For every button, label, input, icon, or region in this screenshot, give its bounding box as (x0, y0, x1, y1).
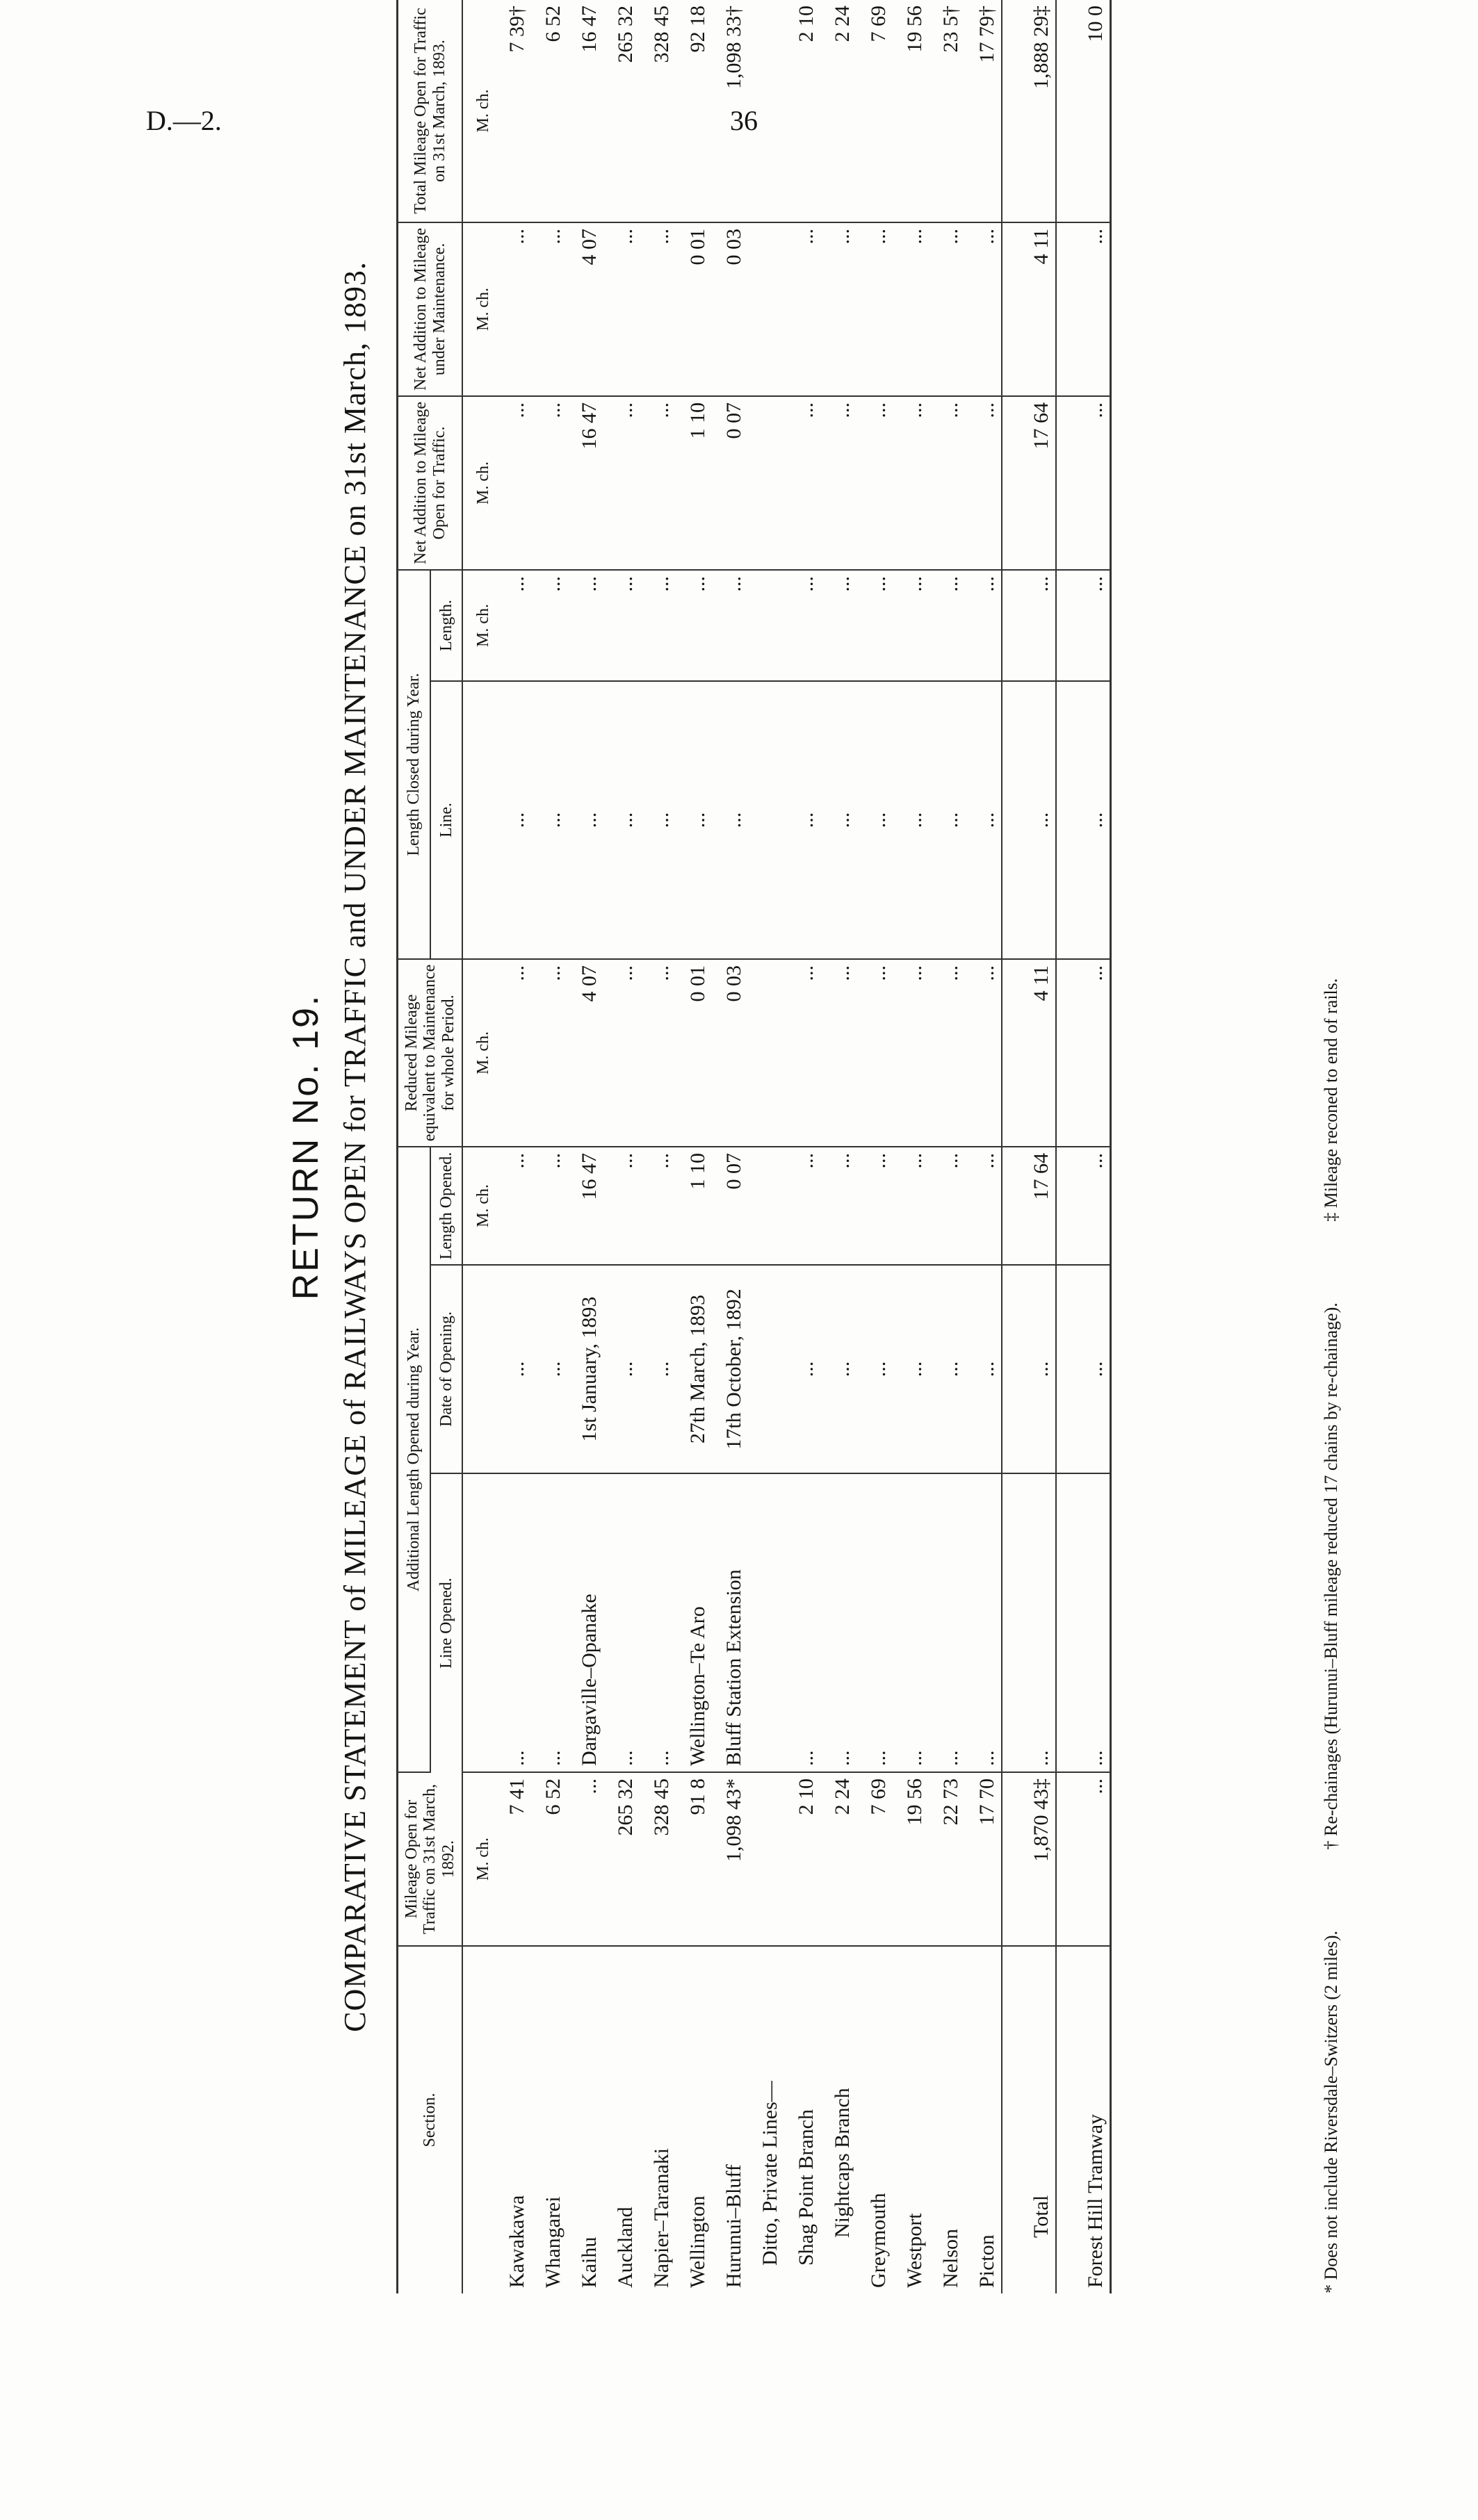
mileage-table-wrapper (396, 0, 1112, 2293)
cell-section: Kaihu (578, 2236, 601, 2288)
cell-cl-line: ... (929, 681, 965, 959)
cell-m1892: 7 41 (495, 1772, 531, 1946)
cell-section: Total (1002, 1946, 1056, 2293)
footnotes (1321, 0, 1342, 2293)
cell-line: ... (856, 1473, 893, 1772)
cell-net-t: ... (965, 396, 1002, 570)
cell-section: Whangarei (542, 2196, 565, 2288)
cell-len: ... (820, 1147, 856, 1265)
cell-total: 2 24 (820, 0, 856, 222)
cell-cl-line: ... (1002, 681, 1056, 959)
cell-section: Nelson (939, 2229, 963, 2288)
cell-m1892: ... (1056, 1772, 1111, 1946)
cell-date: 27th March, 1893 (676, 1265, 712, 1473)
table-row (893, 0, 929, 2293)
cell-date: ... (603, 1265, 640, 1473)
units-cell (462, 1946, 495, 2293)
cell-net-t: ... (531, 396, 567, 570)
cell-net-t: ... (1056, 396, 1111, 570)
cell-len: 0 07 (712, 1147, 748, 1265)
cell-total: 328 45 (640, 0, 676, 222)
cell-m1892: 22 73 (929, 1772, 965, 1946)
cell-len: 17 64 (1002, 1147, 1056, 1265)
cell-len: ... (1056, 1147, 1111, 1265)
cell-net-m: ... (820, 222, 856, 396)
cell-len: ... (495, 1147, 531, 1265)
units-cell: M. ch. (462, 570, 495, 681)
cell-total: 23 5† (929, 0, 965, 222)
cell-net-m: 4 11 (1002, 222, 1056, 396)
total-row (1002, 0, 1056, 2293)
cell-line: ... (1002, 1473, 1056, 1772)
cell-cl-line: ... (893, 681, 929, 959)
rotated-return-table-panel (278, 0, 1460, 2293)
cell-reduced: ... (929, 959, 965, 1147)
cell-cl-line: ... (495, 681, 531, 959)
cell-net-t: ... (603, 396, 640, 570)
cell-cl-line: ... (531, 681, 567, 959)
cell-net-m: 4 07 (567, 222, 603, 396)
cell-cl-len (748, 570, 784, 681)
cell-net-m: 0 03 (712, 222, 748, 396)
page-number: 36 (730, 105, 758, 136)
cell-reduced: 4 11 (1002, 959, 1056, 1147)
cell-net-t: 17 64 (1002, 396, 1056, 570)
cell-net-t: ... (929, 396, 965, 570)
cell-len: 16 47 (567, 1147, 603, 1265)
cell-net-m: ... (929, 222, 965, 396)
cell-reduced: ... (820, 959, 856, 1147)
cell-total: 7 69 (856, 0, 893, 222)
cell-date (748, 1265, 784, 1473)
units-row (462, 0, 495, 2293)
header-mileage-1892: Mileage Open for Traffic on 31st March, 1892. (398, 1772, 463, 1946)
cell-cl-line: ... (784, 681, 820, 959)
cell-date: ... (856, 1265, 893, 1473)
footnote: * Does not include Riversdale–Switzers (2 miles). (1321, 1930, 1341, 2293)
cell-date: ... (820, 1265, 856, 1473)
cell-cl-len: ... (1056, 570, 1111, 681)
footnote: † Re-chainages (Hurunui–Bluff mileage reduced 17 chains by re-chainage). (1321, 1302, 1341, 1850)
cell-m1892: 1,098 43* (712, 1772, 748, 1946)
cell-total: 265 32 (603, 0, 640, 222)
cell-m1892: ... (567, 1772, 603, 1946)
cell-len: ... (784, 1147, 820, 1265)
cell-line: ... (495, 1473, 531, 1772)
cell-net-m: ... (784, 222, 820, 396)
cell-m1892 (748, 1772, 784, 1946)
cell-cl-line: ... (603, 681, 640, 959)
cell-date: ... (531, 1265, 567, 1473)
cell-section: Westport (903, 2213, 927, 2288)
cell-len: 1 10 (676, 1147, 712, 1265)
cell-cl-line (748, 681, 784, 959)
cell-cl-len: ... (784, 570, 820, 681)
cell-net-t: ... (784, 396, 820, 570)
table-row (531, 0, 567, 2293)
cell-len: ... (856, 1147, 893, 1265)
table-row (929, 0, 965, 2293)
cell-cl-line: ... (965, 681, 1002, 959)
cell-date: ... (1002, 1265, 1056, 1473)
cell-total: 92 18 (676, 0, 712, 222)
cell-total: 6 52 (531, 0, 567, 222)
table-body (462, 0, 1111, 2293)
units-cell (462, 1265, 495, 1473)
cell-cl-line: ... (676, 681, 712, 959)
cell-reduced: ... (965, 959, 1002, 1147)
cell-len: ... (929, 1147, 965, 1265)
document-code: D.—2. (146, 105, 222, 136)
header-total-1893: Total Mileage Open for Traffic on 31st March, 1893. (398, 0, 463, 222)
cell-line: ... (820, 1473, 856, 1772)
header-reduced-mileage: Reduced Mileage equivalent to Maintenance for whole Period. (398, 959, 463, 1147)
cell-total: 19 56 (893, 0, 929, 222)
cell-m1892: 265 32 (603, 1772, 640, 1946)
cell-total: 16 47 (567, 0, 603, 222)
cell-line: Bluff Station Extension (712, 1473, 748, 1772)
cell-section: Wellington (686, 2195, 710, 2288)
cell-m1892: 2 10 (784, 1772, 820, 1946)
cell-reduced: ... (495, 959, 531, 1147)
cell-len: ... (893, 1147, 929, 1265)
cell-m1892: 19 56 (893, 1772, 929, 1946)
units-cell: M. ch. (462, 1147, 495, 1265)
cell-total: 10 0 (1056, 0, 1111, 222)
cell-date: ... (893, 1265, 929, 1473)
table-row (784, 0, 820, 2293)
cell-cl-len: ... (567, 570, 603, 681)
cell-cl-len: ... (820, 570, 856, 681)
table-row (640, 0, 676, 2293)
header-line-opened: Line Opened. (430, 1473, 463, 1772)
cell-cl-line: ... (1056, 681, 1111, 959)
cell-reduced: ... (1056, 959, 1111, 1147)
units-cell (462, 1473, 495, 1772)
cell-cl-len: ... (1002, 570, 1056, 681)
cell-date: ... (929, 1265, 965, 1473)
cell-cl-len: ... (531, 570, 567, 681)
header-closed-line: Line. (430, 681, 463, 959)
cell-date: ... (495, 1265, 531, 1473)
cell-total: 2 10 (784, 0, 820, 222)
table-row (748, 0, 784, 2293)
cell-cl-len: ... (603, 570, 640, 681)
cell-m1892: 17 70 (965, 1772, 1002, 1946)
cell-line: ... (893, 1473, 929, 1772)
cell-reduced (748, 959, 784, 1147)
cell-net-t: 16 47 (567, 396, 603, 570)
cell-section: Napier–Taranaki (650, 2147, 674, 2288)
table-row (495, 0, 531, 2293)
cell-net-t: ... (856, 396, 893, 570)
cell-net-m: ... (856, 222, 893, 396)
cell-section: Kawakawa (505, 2195, 529, 2288)
header-net-addition-maintenance: Net Addition to Mileage under Maintenance. (398, 222, 463, 396)
cell-cl-line: ... (820, 681, 856, 959)
cell-date: ... (784, 1265, 820, 1473)
cell-net-m: ... (603, 222, 640, 396)
table-row (676, 0, 712, 2293)
cell-m1892: 91 8 (676, 1772, 712, 1946)
cell-cl-len: ... (712, 570, 748, 681)
cell-date: ... (1056, 1265, 1111, 1473)
cell-reduced: ... (531, 959, 567, 1147)
cell-net-m: ... (495, 222, 531, 396)
cell-total: 1,098 33† (712, 0, 748, 222)
cell-date: ... (965, 1265, 1002, 1473)
cell-section: Auckland (614, 2207, 638, 2288)
cell-net-t: 0 07 (712, 396, 748, 570)
cell-cl-len: ... (495, 570, 531, 681)
units-cell: M. ch. (462, 396, 495, 570)
cell-m1892: 328 45 (640, 1772, 676, 1946)
cell-reduced: ... (856, 959, 893, 1147)
cell-total: 7 39† (495, 0, 531, 222)
cell-len: ... (640, 1147, 676, 1265)
cell-cl-len: ... (856, 570, 893, 681)
cell-line: ... (531, 1473, 567, 1772)
header-closed-length: Length. (430, 570, 463, 681)
cell-cl-line: ... (640, 681, 676, 959)
mileage-table (396, 0, 1112, 2293)
cell-m1892: 1,870 43‡ (1002, 1772, 1056, 1946)
cell-date: ... (640, 1265, 676, 1473)
cell-line: ... (929, 1473, 965, 1772)
cell-line: Wellington–Te Aro (676, 1473, 712, 1772)
cell-net-t: ... (893, 396, 929, 570)
cell-line: ... (640, 1473, 676, 1772)
cell-line: Dargaville–Opanake (567, 1473, 603, 1772)
cell-net-m: ... (640, 222, 676, 396)
cell-reduced: ... (784, 959, 820, 1147)
statement-title: COMPARATIVE STATEMENT of MILEAGE of RAILWAYS OPEN for TRAFFIC and UNDER MAINTENANCE on 31st March, 1893. (338, 261, 372, 2032)
cell-section: Shag Point Branch (795, 2109, 818, 2266)
header-additional-length: Additional Length Opened during Year. (398, 1147, 430, 1772)
cell-date: 1st January, 1893 (567, 1265, 603, 1473)
units-cell: M. ch. (462, 959, 495, 1147)
cell-total (748, 0, 784, 222)
cell-cl-line: ... (567, 681, 603, 959)
units-cell: M. ch. (462, 222, 495, 396)
cell-net-m: ... (1056, 222, 1111, 396)
cell-reduced: 0 01 (676, 959, 712, 1147)
cell-net-t (748, 396, 784, 570)
table-row (856, 0, 893, 2293)
table-row (965, 0, 1002, 2293)
cell-m1892: 7 69 (856, 1772, 893, 1946)
cell-net-m: ... (893, 222, 929, 396)
cell-section: Hurunui–Bluff (722, 2164, 746, 2288)
cell-line: ... (965, 1473, 1002, 1772)
cell-net-t: ... (820, 396, 856, 570)
cell-net-m: 0 01 (676, 222, 712, 396)
cell-total: 17 79† (965, 0, 1002, 222)
table-row (712, 0, 748, 2293)
cell-date: 17th October, 1892 (712, 1265, 748, 1473)
header-length-closed: Length Closed during Year. (398, 570, 430, 959)
cell-section: Ditto, Private Lines— (758, 2081, 782, 2266)
cell-section: Picton (975, 2234, 999, 2288)
cell-net-t: ... (495, 396, 531, 570)
cell-reduced: 0 03 (712, 959, 748, 1147)
cell-line: ... (784, 1473, 820, 1772)
cell-total: 1,888 29‡ (1002, 0, 1056, 222)
table-row (820, 0, 856, 2293)
cell-m1892: 2 24 (820, 1772, 856, 1946)
cell-cl-len: ... (965, 570, 1002, 681)
header-length-opened: Length Opened. (430, 1147, 463, 1265)
cell-line: ... (1056, 1473, 1111, 1772)
units-cell: M. ch. (462, 0, 495, 222)
cell-len: ... (531, 1147, 567, 1265)
cell-net-m: ... (965, 222, 1002, 396)
table-row (603, 0, 640, 2293)
cell-cl-line: ... (856, 681, 893, 959)
cell-len: ... (603, 1147, 640, 1265)
cell-net-m: ... (531, 222, 567, 396)
header-net-addition-traffic: Net Addition to Mileage Open for Traffic. (398, 396, 463, 570)
cell-line: ... (603, 1473, 640, 1772)
cell-net-t: ... (640, 396, 676, 570)
cell-reduced: ... (603, 959, 640, 1147)
cell-len: ... (965, 1147, 1002, 1265)
table-row (567, 0, 603, 2293)
cell-section: Forest Hill Tramway (1056, 1946, 1111, 2293)
return-title: RETURN No. 19. (286, 993, 326, 1300)
cell-reduced: ... (893, 959, 929, 1147)
cell-section: Nightcaps Branch (831, 2088, 854, 2238)
units-cell: M. ch. (462, 1772, 495, 1946)
cell-net-m (748, 222, 784, 396)
cell-net-t: 1 10 (676, 396, 712, 570)
cell-cl-len: ... (676, 570, 712, 681)
header-section: Section. (398, 1946, 463, 2293)
cell-cl-line: ... (712, 681, 748, 959)
cell-reduced: ... (640, 959, 676, 1147)
header-date-opening: Date of Opening. (430, 1265, 463, 1473)
cell-cl-len: ... (929, 570, 965, 681)
units-cell (462, 681, 495, 959)
cell-reduced: 4 07 (567, 959, 603, 1147)
cell-m1892: 6 52 (531, 1772, 567, 1946)
table-row-forest-hill (1056, 0, 1111, 2293)
cell-line (748, 1473, 784, 1772)
cell-len (748, 1147, 784, 1265)
footnote: ‡ Mileage reconed to end of rails. (1321, 978, 1341, 1222)
cell-cl-len: ... (893, 570, 929, 681)
cell-cl-len: ... (640, 570, 676, 681)
cell-section: Greymouth (867, 2193, 891, 2288)
